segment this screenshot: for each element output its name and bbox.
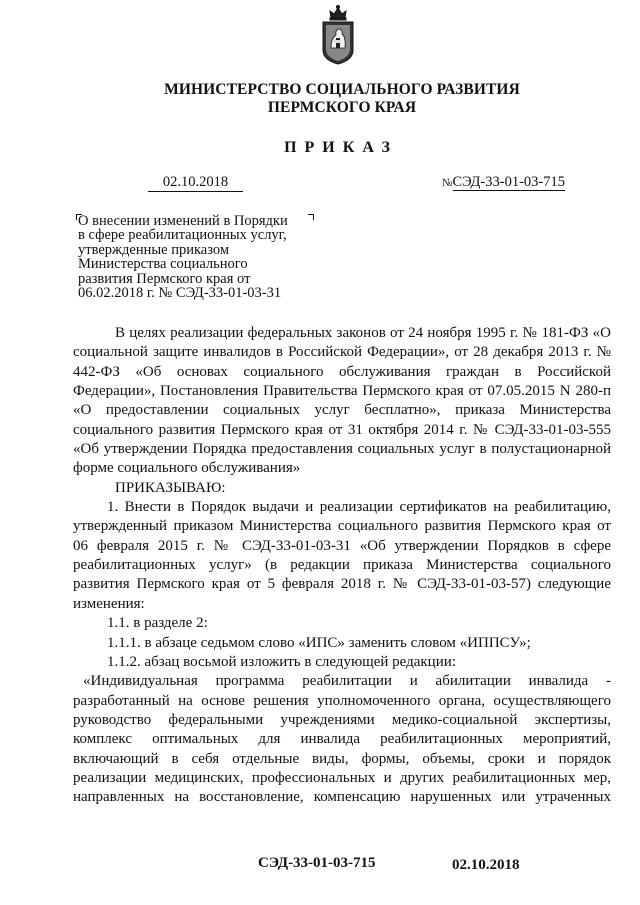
body-line: форме социального обслуживания» — [73, 460, 301, 477]
body-line: «Индивидуальная программа реабилитации и абилитации инвалида - — [83, 673, 611, 690]
ministry-name-line1: МИНИСТЕРСТВО СОЦИАЛЬНОГО РАЗВИТИЯ — [164, 81, 520, 98]
body-line: Федерации», Постановления Правительства Пермского края от 07.05.2015 N 280-п — [73, 383, 611, 400]
body-line: «О предоставлении социальных услуг бесплатно», приказа Министерства — [73, 402, 611, 419]
body-line: 1.1.2. абзац восьмой изложить в следующей редакции: — [107, 653, 456, 670]
body-line: реабилитационных услуг» (в редакции приказа Министерства социального — [73, 557, 611, 574]
order-date: 02.10.2018 — [148, 174, 243, 192]
body-line: 1.1.1. в абзаце седьмом слово «ИПС» заменить словом «ИППСУ»; — [107, 634, 531, 651]
body-line: разработанный на основе решения уполномоченного органа, осуществляющего — [73, 692, 611, 709]
perm-krai-coat-of-arms-icon — [319, 2, 357, 66]
subject-line: 06.02.2018 г. № СЭД-33-01-03-31 — [78, 285, 282, 302]
body-line: направленных на восстановление, компенсацию нарушенных или утраченных — [73, 789, 611, 806]
number-sign: № — [442, 177, 453, 189]
body-line: включающий в себя отдельные виды, формы, объемы, сроки и порядок — [73, 750, 611, 767]
order-body — [73, 324, 611, 808]
body-line: 442-ФЗ «Об основах социального обслуживания граждан в Российской — [73, 363, 611, 380]
body-line: утвержденный приказом Министерства социального развития Пермского края от — [73, 518, 611, 535]
subject-line: О внесении изменений в Порядки — [78, 213, 288, 229]
document-type-heading: ПРИКАЗ — [284, 139, 398, 156]
subject-line: развития Пермского края от — [78, 270, 251, 287]
ministry-name-line2: ПЕРМСКОГО КРАЯ — [267, 99, 417, 116]
subject-line: утвержденные приказом — [78, 241, 230, 258]
order-number — [442, 174, 565, 192]
body-line: развития Пермского края от 5 февраля 2018 г. № СЭД-33-01-03-57) следующие — [73, 576, 611, 593]
body-line: 1. Внести в Порядок выдачи и реализации сертификатов на реабилитацию, — [107, 499, 611, 516]
order-subject — [78, 214, 318, 300]
footer-document-date: 02.10.2018 — [452, 857, 520, 873]
body-line: руководство федеральными учреждениями медико-социальной экспертизы, — [73, 711, 611, 728]
subject-line: Министерства социального — [78, 256, 248, 273]
footer-document-code: СЭД-33-01-03-715 — [258, 855, 376, 871]
body-line: социального развития Пермского края от 31 октября 2014 г. № СЭД-33-01-03-555 — [73, 421, 611, 438]
body-line: 1.1. в разделе 2: — [107, 615, 208, 632]
order-number-value: СЭД-33-01-03-715 — [452, 174, 565, 190]
body-line: 06 февраля 2015 г. № СЭД-33-01-03-31 «Об утверждении Порядков в сфере — [73, 537, 611, 554]
subject-line: в сфере реабилитационных услуг, — [78, 227, 287, 244]
body-line: реализации медицинских, профессиональных и других реабилитационных мер, — [73, 769, 611, 786]
body-line-orders: ПРИКАЗЫВАЮ: — [115, 479, 226, 496]
body-line: изменения: — [73, 595, 145, 612]
body-line: «Об утверждении Порядка предоставления социальных услуг в полустационарной — [73, 441, 611, 458]
body-line: комплекс оптимальных для инвалида реабилитационных мероприятий, — [73, 731, 611, 748]
body-line: В целях реализации федеральных законов от 24 ноября 1995 г. № 181-ФЗ «О — [115, 325, 611, 341]
body-line: социальной защите инвалидов в Российской Федерации», от 28 декабря 2013 г. № — [73, 344, 611, 361]
